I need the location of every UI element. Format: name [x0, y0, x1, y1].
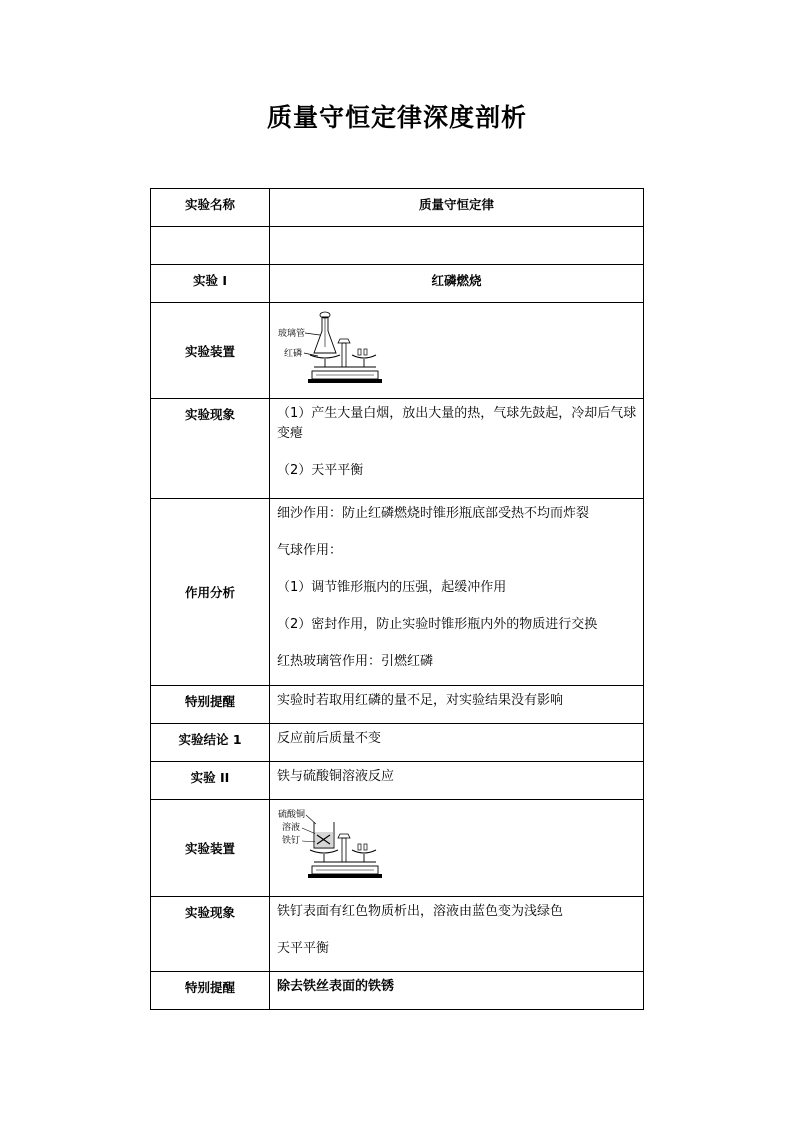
- table-row: [151, 724, 644, 762]
- table-row: [151, 897, 644, 972]
- table-row: [151, 686, 644, 724]
- page-title: 质量守恒定律深度剖析: [266, 103, 527, 132]
- table-row: [151, 265, 644, 303]
- table-row: [151, 227, 644, 265]
- row-label: 实验 II: [151, 762, 270, 800]
- diagram-label-copper-sulfate: 硫酸铜: [278, 810, 306, 820]
- table-row: [151, 399, 644, 499]
- row-label: 实验 I: [151, 265, 270, 303]
- row-value: 红磷燃烧: [270, 265, 644, 303]
- table-row: [151, 189, 644, 227]
- apparatus-diagram-cell: [270, 303, 644, 399]
- row-text: （1）产生大量白烟，放出大量的热，气球先鼓起，冷却后气球变瘪 （2）天平平衡: [270, 399, 644, 499]
- table-row: [151, 972, 644, 1010]
- row-label: 特别提醒: [151, 972, 270, 1010]
- row-text: 细沙作用：防止红磷燃烧时锥形瓶底部受热不均而炸裂 气球作用： （1）调节锥形瓶内的压强，起缓冲作用 （2）密封作用，防止实验时锥形瓶内外的物质进行交换 红热玻璃管作用：引燃红磷: [270, 499, 644, 686]
- row-label: 特别提醒: [151, 686, 270, 724]
- empty-cell: [270, 227, 644, 265]
- row-text: 实验时若取用红磷的量不足，对实验结果没有影响: [270, 686, 644, 724]
- row-label: 实验装置: [151, 303, 270, 399]
- row-text: 铁与硫酸铜溶液反应: [270, 762, 644, 800]
- experiment-table: [150, 188, 644, 1010]
- table-row: [151, 499, 644, 686]
- row-label: 实验结论 1: [151, 724, 270, 762]
- row-label: 实验装置: [151, 800, 270, 897]
- balance-phosphorus-diagram: [278, 309, 388, 389]
- diagram-label-glass-tube: 玻璃管: [278, 329, 306, 339]
- row-text: 反应前后质量不变: [270, 724, 644, 762]
- row-label: 实验现象: [151, 897, 270, 972]
- row-label: 实验现象: [151, 399, 270, 499]
- table-row: [151, 303, 644, 399]
- row-label: 作用分析: [151, 499, 270, 686]
- empty-cell: [151, 227, 270, 265]
- balance-iron-diagram: [278, 806, 388, 886]
- row-value: 质量守恒定律: [270, 189, 644, 227]
- row-label: 实验名称: [151, 189, 270, 227]
- apparatus-diagram-cell: [270, 800, 644, 897]
- diagram-label-red-phosphorus: 红磷: [284, 349, 303, 359]
- diagram-label-iron-nail: 铁钉: [282, 836, 301, 846]
- diagram-label-solution: 溶液: [282, 823, 301, 833]
- row-text: 铁钉表面有红色物质析出，溶液由蓝色变为浅绿色 天平平衡: [270, 897, 644, 972]
- row-text: 除去铁丝表面的铁锈: [270, 972, 644, 1010]
- table-row: [151, 762, 644, 800]
- table-row: [151, 800, 644, 897]
